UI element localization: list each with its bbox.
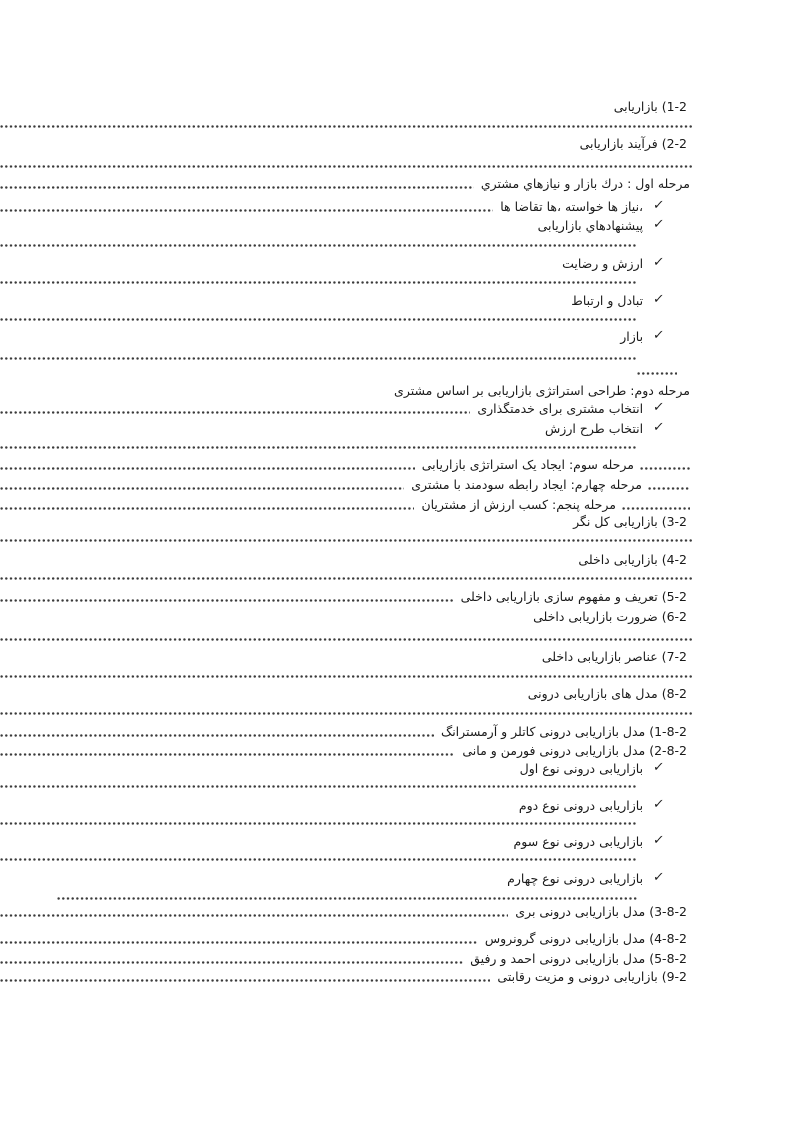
- checkmark-icon: ✓: [652, 870, 666, 885]
- toc-entry-label: مرحله دوم: طراحی استراتژی بازاریابی بر اساس مشتری: [394, 383, 690, 398]
- leader-dots: [0, 487, 404, 490]
- toc-entry: [0, 743, 794, 758]
- toc-check-item: [0, 401, 794, 416]
- toc-entry: [0, 514, 794, 529]
- toc-entry: [0, 552, 794, 567]
- toc-entry-label: مرحله چهارم: ایجاد رابطه سودمند با مشتری: [411, 477, 642, 492]
- toc-leader-row: [0, 712, 693, 715]
- toc-entry-label: بازاریابی درونی نوع چهارم: [507, 871, 644, 886]
- toc-check-item: [0, 421, 794, 436]
- checkmark-icon: ✓: [652, 400, 666, 415]
- toc-entry: [0, 969, 794, 984]
- toc-leader-row: [0, 539, 693, 542]
- toc-entry-label: 8-2) مدل های بازاریابی درونی: [527, 686, 687, 701]
- toc-entry-label: 6-2) ضرورت بازاریابی داخلی: [533, 609, 687, 624]
- toc-entry-label: 5-2) تعریف و مفهوم سازی بازاریابی داخلی: [460, 589, 687, 604]
- toc-leader-row: [57, 897, 637, 900]
- toc-entry-label: انتخاب مشتری برای خدمتگذاری: [477, 401, 644, 416]
- toc-entry: [0, 457, 794, 472]
- toc-entry-label: بازار: [620, 329, 644, 344]
- toc-entry-label: 4-8-2) مدل بازاریابی درونی گرونروس: [484, 931, 687, 946]
- toc-entry-label: پیشنهادهاي بازاریابی: [537, 218, 644, 233]
- leader-dots: [0, 961, 463, 964]
- toc-entry-label: 1-8-2) مدل بازاریابی درونی کاتلر و آرمسترانگ: [441, 724, 687, 739]
- toc-leader-row: [0, 125, 693, 128]
- toc-leader-row: [0, 318, 637, 321]
- toc-entry: [0, 497, 794, 512]
- toc-check-item: [0, 218, 794, 233]
- checkmark-icon: ✓: [652, 255, 666, 270]
- toc-entry: [0, 176, 794, 191]
- checkmark-icon: ✓: [652, 760, 666, 775]
- leader-dots: [648, 487, 690, 490]
- toc-check-item: [0, 871, 794, 886]
- toc-entry: [0, 99, 794, 114]
- checkmark-icon: ✓: [652, 328, 666, 343]
- toc-entry: [0, 383, 794, 398]
- toc-leader-row: [0, 858, 637, 861]
- leader-dots: [0, 209, 493, 212]
- leader-dots: [0, 941, 478, 944]
- toc-leader-row: [0, 785, 637, 788]
- toc-entry-label: 1-2) بازاریابی: [613, 99, 687, 114]
- toc-check-item: [0, 834, 794, 849]
- toc-entry: [0, 589, 794, 604]
- toc-entry-label: ،نیاز ها خواسته ،ها تقاضا ها: [500, 199, 644, 214]
- leader-dots: [622, 507, 690, 510]
- leader-dots: [0, 599, 454, 602]
- leader-dots: [0, 411, 470, 414]
- toc-leader-row: [637, 372, 677, 375]
- toc-check-item: [0, 329, 794, 344]
- toc-entry: [0, 724, 794, 739]
- checkmark-icon: ✓: [652, 292, 666, 307]
- toc-entry: [0, 931, 794, 946]
- toc-entry-label: 2-2) فرآیند بازاریابی: [579, 136, 687, 151]
- toc-entry-label: 3-2) بازاریابی کل نگر: [573, 514, 687, 529]
- toc-entry-label: بازاریابی درونی نوع اول: [519, 761, 644, 776]
- toc-entry: [0, 136, 794, 151]
- toc-entry-label: انتخاب طرح ارزش: [545, 421, 644, 436]
- toc-entry-label: تبادل و ارتباط: [571, 293, 644, 308]
- toc-leader-row: [0, 357, 637, 360]
- toc-leader-row: [0, 244, 637, 247]
- leader-dots: [0, 467, 415, 470]
- toc-entry: [0, 951, 794, 966]
- toc-entry-label: 4-2) بازاریابی داخلی: [578, 552, 687, 567]
- leader-dots: [0, 186, 474, 189]
- toc-entry-label: ارزش و رضایت: [562, 256, 644, 271]
- toc-entry-label: 5-8-2) مدل بازاریابی درونی احمد و رفیق: [470, 951, 687, 966]
- toc-entry-label: 2-8-2) مدل بازاریابی درونی فورمن و مانی: [462, 743, 687, 758]
- toc-check-item: [0, 256, 794, 271]
- toc-leader-row: [0, 822, 637, 825]
- leader-dots: [0, 734, 434, 737]
- toc-entry-label: 7-2) عناصر بازاریابی داخلی: [541, 649, 687, 664]
- leader-dots: [0, 979, 490, 982]
- toc-check-item: [0, 199, 794, 214]
- toc-entry-label: بازاریابی درونی نوع سوم: [513, 834, 644, 849]
- toc-entry-label: 3-8-2) مدل بازاریابی درونی بری: [515, 904, 687, 919]
- checkmark-icon: ✓: [652, 833, 666, 848]
- toc-leader-row: [0, 675, 693, 678]
- leader-dots: [0, 507, 414, 510]
- toc-entry-label: بازاریابی درونی نوع دوم: [518, 798, 644, 813]
- toc-entry: [0, 609, 794, 624]
- toc-entry: [0, 686, 794, 701]
- toc-leader-row: [0, 281, 637, 284]
- toc-leader-row: [0, 577, 693, 580]
- toc-check-item: [0, 798, 794, 813]
- toc-entry: [0, 649, 794, 664]
- leader-dots: [640, 467, 690, 470]
- checkmark-icon: ✓: [652, 797, 666, 812]
- toc-entry-label: مرحله پنجم: کسب ارزش از مشتریان: [421, 497, 616, 512]
- checkmark-icon: ✓: [652, 217, 666, 232]
- checkmark-icon: ✓: [652, 198, 666, 213]
- checkmark-icon: ✓: [652, 420, 666, 435]
- toc-check-item: [0, 293, 794, 308]
- leader-dots: [0, 914, 508, 917]
- toc-leader-row: [0, 446, 637, 449]
- toc-entry: [0, 477, 794, 492]
- leader-dots: [0, 753, 455, 756]
- toc-leader-row: [0, 638, 693, 641]
- toc-entry-label: مرحله سوم: ایجاد یک استراتژی بازاریابی: [421, 457, 634, 472]
- toc-entry-label: مرحله اول : درك بازار و نیازهاي مشتري: [480, 176, 690, 191]
- toc-check-item: [0, 761, 794, 776]
- toc-entry-label: 9-2) بازاریابی درونی و مزیت رقابتی: [497, 969, 687, 984]
- toc-entry: [0, 904, 794, 919]
- toc-leader-row: [0, 165, 693, 168]
